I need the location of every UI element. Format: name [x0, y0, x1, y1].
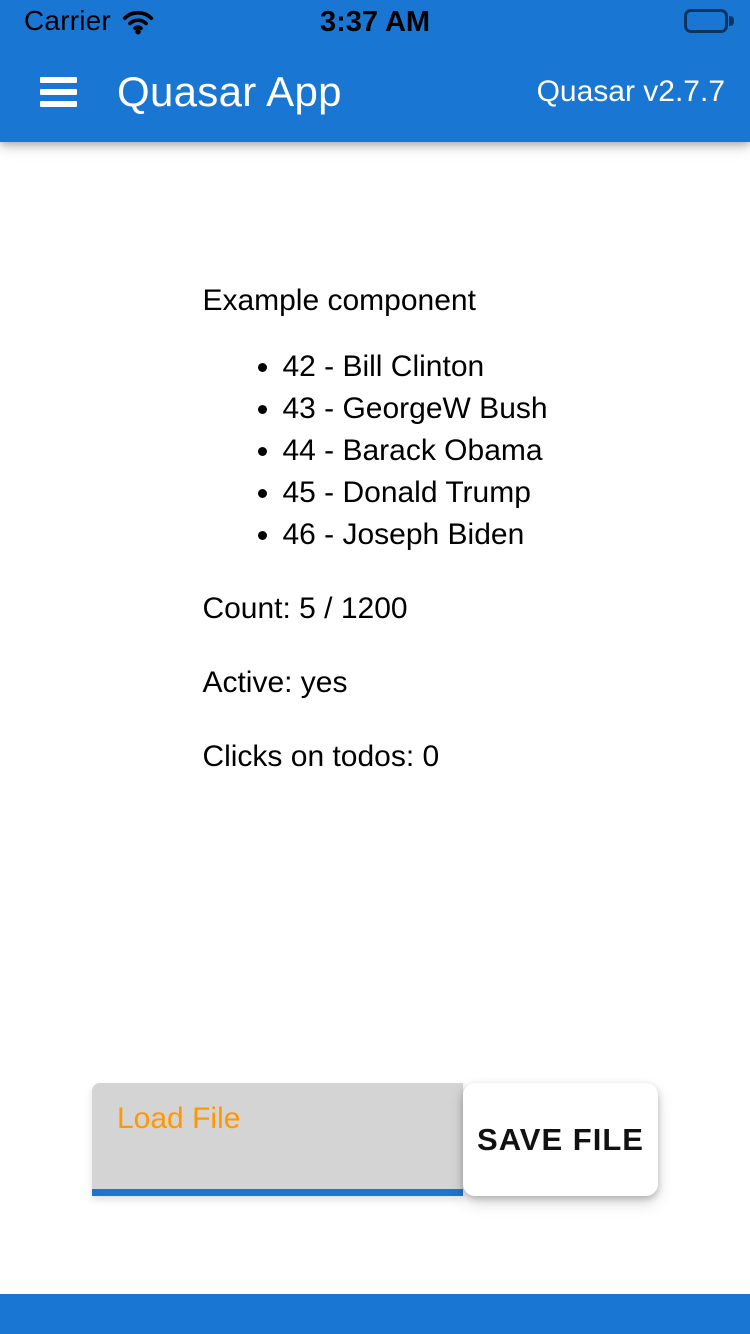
- todo-list: [202, 346, 547, 556]
- quasar-version-label: Quasar v2.7.7: [536, 75, 725, 108]
- app-header: [0, 42, 750, 142]
- battery-icon: [684, 9, 734, 33]
- load-file-label: Load File: [117, 1102, 241, 1135]
- save-file-button[interactable]: SAVE FILE: [463, 1083, 658, 1196]
- status-time: 3:37 AM: [319, 6, 431, 38]
- active-label: Active: yes: [202, 666, 348, 699]
- carrier-label: Carrier: [24, 5, 111, 36]
- example-component: [202, 142, 547, 778]
- top-blue-region: [0, 0, 750, 142]
- list-item[interactable]: • 44 - Barack Obama: [282, 430, 547, 472]
- input-underline: [92, 1189, 463, 1196]
- page-title: Quasar App: [117, 68, 342, 115]
- load-file-input[interactable]: [92, 1083, 463, 1196]
- status-bar: [0, 0, 750, 42]
- list-item[interactable]: • 42 - Bill Clinton: [282, 346, 547, 388]
- file-controls: [92, 1083, 658, 1196]
- component-heading: Example component: [202, 284, 476, 317]
- list-item[interactable]: • 45 - Donald Trump: [282, 472, 547, 514]
- clicks-label: Clicks on todos: 0: [202, 740, 440, 773]
- list-item[interactable]: • 43 - GeorgeW Bush: [282, 388, 547, 430]
- list-item[interactable]: • 46 - Joseph Biden: [282, 514, 547, 556]
- count-label: Count: 5 / 1200: [202, 592, 408, 625]
- bottom-safe-area-bar: [0, 1294, 750, 1334]
- menu-icon[interactable]: [22, 56, 94, 128]
- wifi-icon: [121, 8, 155, 35]
